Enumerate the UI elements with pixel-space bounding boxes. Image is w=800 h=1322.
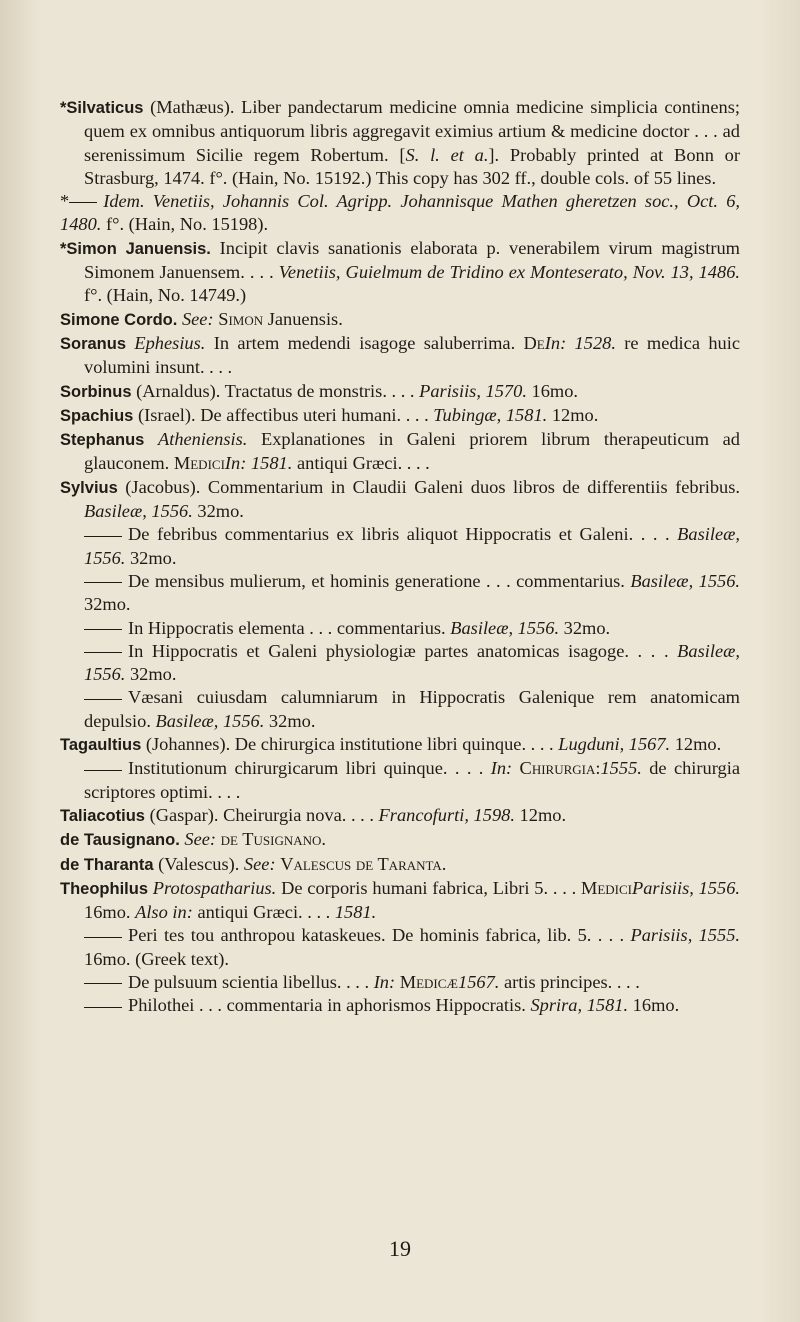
italic-text: 1567. <box>458 971 500 992</box>
catalog-entry <box>60 877 740 925</box>
catalog-entry <box>60 804 740 828</box>
entry-text: In Hippocratis et Galeni physiologiæ partes anatomicas isagoge. . . . <box>128 640 678 661</box>
catalog-subentry <box>60 523 740 570</box>
entry-heading: Sorbinus <box>60 382 132 401</box>
entry-text: antiqui Græci. . . . <box>197 902 335 923</box>
entry-text <box>144 429 158 449</box>
entry-text: Philothei . . . commentaria in aphorismos Hippocratis. <box>128 995 531 1016</box>
italic-text: Parisiis, 1556. <box>632 877 740 898</box>
entry-text: Explanationes in Galeni priorem librum therapeuticum ad glauconem. <box>84 429 740 474</box>
entry-text: De corporis humani fabrica, Libri 5. . . . <box>276 877 581 898</box>
catalog-subentry <box>60 617 740 640</box>
ditto-dash <box>84 937 122 938</box>
entry-text: (Johannes). De chirurgica institutione libri quinque. . . . <box>141 734 559 755</box>
italic-text: Lugduni, 1567. <box>558 734 671 755</box>
catalog-entry <box>60 828 740 852</box>
entry-text: (Israel). De affectibus uteri humani. . . . <box>133 404 434 425</box>
entry-heading: Taliacotius <box>60 806 145 825</box>
italic-text: Basileæ, 1556. <box>84 640 740 685</box>
italic-text: Basileæ, 1556. <box>84 524 740 568</box>
italic-text: Venetiis, Guielmum de Tridino ex Monteserato, Nov. 13, 1486. <box>278 262 740 283</box>
entry-heading: Spachius <box>60 406 134 425</box>
entry-text: 32mo. <box>125 547 177 568</box>
entry-text: In artem medendi isagoge saluberrima. <box>205 332 524 353</box>
small-caps-ref: Simon <box>218 308 264 329</box>
italic-text: Ephesius. <box>134 332 206 353</box>
catalog-entry <box>60 308 740 332</box>
ditto-dash <box>84 536 122 537</box>
entry-text: De pulsuum scientia libellus. . . . <box>128 971 374 992</box>
entry-text: ]. Probably printed at Bonn or Strasburg, 1474. f°. (Hain, No. 15192.) This copy has 302 ff., double cols. of 55 lines. <box>84 144 741 188</box>
ditto-dash <box>84 770 122 771</box>
catalog-subentry <box>60 640 740 687</box>
catalog-subentry <box>60 994 740 1017</box>
italic-text: See: <box>181 308 214 329</box>
entry-heading: Theophilus <box>60 879 148 898</box>
catalog-subentry <box>60 757 740 804</box>
catalog-entry <box>60 428 740 476</box>
ditto-dash <box>84 629 122 630</box>
catalog-entry <box>60 332 740 380</box>
italic-text: Also in: <box>135 902 193 923</box>
entry-text <box>512 758 519 778</box>
small-caps-ref: Valescus de Taranta. <box>280 853 447 874</box>
entry-text: (Valescus). <box>153 853 244 874</box>
entry-text: Incipit clavis sanationis elaborata p. venerabilem virum magistrum Simonem Januensem. . . . <box>84 237 740 283</box>
ditto-dash <box>84 652 122 653</box>
entry-text: Peri tes tou anthropou kataskeues. De hominis fabrica, lib. 5. . . . <box>128 925 631 946</box>
entry-text: f°. (Hain, No. 15198). <box>101 214 269 235</box>
entry-text: f°. (Hain, No. 14749.) <box>84 285 247 306</box>
entry-heading: *Simon Januensis. <box>60 239 211 258</box>
italic-text: 1555. <box>600 758 642 779</box>
ditto-dash <box>84 699 122 700</box>
catalog-subentry <box>60 570 740 617</box>
catalog-entry <box>60 476 740 524</box>
entry-text: 12mo. <box>670 734 722 755</box>
entry-text: (Mathæus). Liber pandectarum medicine omnia medicine simplicia continens; quem ex omnibus antiquorum libris aggregavit eximius artium & medicine doctor . . . ad serenissimum Sicilie regem Robertum. [ <box>84 97 740 165</box>
entry-text: 16mo. <box>526 380 579 401</box>
italic-text: Protospatharius. <box>152 877 277 898</box>
ditto-dash <box>84 582 122 583</box>
entry-text: Institutionum chirurgicarum libri quinque. . . . <box>128 758 491 779</box>
entry-heading: *Silvaticus <box>60 99 144 117</box>
entry-heading: Tagaultius <box>60 736 142 755</box>
entry-text: 12mo. <box>514 804 567 825</box>
entry-heading: Stephanus <box>60 431 145 450</box>
italic-text: Parisiis, 1570. <box>419 380 527 401</box>
italic-text: Atheniensis. <box>157 429 248 450</box>
italic-text: In: <box>490 758 513 779</box>
entry-text: 32mo. <box>264 710 316 731</box>
entry-text: In Hippocratis elementa . . . commentarius. <box>128 617 451 638</box>
italic-text: See: <box>184 829 217 850</box>
italic-text: Basileæ, 1556. <box>630 570 740 591</box>
entry-text: Januensis. <box>263 308 343 329</box>
catalog-subentry <box>60 686 740 733</box>
catalog-entry <box>60 853 740 877</box>
italic-text: Parisiis, 1555. <box>630 925 740 946</box>
entry-text: (Arnaldus). Tractatus de monstris. . . . <box>131 380 420 401</box>
small-caps-ref: De <box>523 332 545 353</box>
entry-text: 12mo. <box>547 404 599 425</box>
small-caps-ref: Medicæ <box>399 971 458 992</box>
entry-text <box>566 333 574 353</box>
ditto-dash <box>84 1007 122 1008</box>
entry-text: De mensibus mulierum, et hominis generatione . . . commentarius. <box>128 570 631 591</box>
italic-text: Basileæ, 1556. <box>84 501 193 522</box>
entry-text: (Jacobus). Commentarium in Claudii Galeni duos libros de differentiis febribus. <box>117 476 740 497</box>
asterisk: * <box>60 191 70 212</box>
entry-list <box>60 96 740 1018</box>
entry-heading: de Tharanta <box>60 855 154 874</box>
entry-text: 16mo. <box>628 995 680 1016</box>
entry-heading: de Tausignano. <box>60 831 180 850</box>
italic-text: In: <box>373 971 396 992</box>
italic-text: Sprira, 1581. <box>530 995 629 1016</box>
entry-text: re medica huic volumini insunt. . . . <box>84 332 740 378</box>
entry-text: antiqui Græci. . . . <box>292 453 430 474</box>
entry-text: artis principes. . . . <box>499 971 640 992</box>
catalog-entry <box>60 96 740 190</box>
entry-text: 16mo. (Greek text). <box>84 948 230 969</box>
italic-text: 1581. <box>334 902 377 923</box>
page-number: 19 <box>389 1236 411 1261</box>
ditto-dash <box>69 202 97 203</box>
italic-text: See: <box>243 853 276 874</box>
entry-text: 16mo. <box>84 902 136 923</box>
italic-text: 1528. <box>574 332 616 353</box>
italic-text: Basileæ, 1556. <box>450 617 560 638</box>
italic-text: S. l. et a. <box>405 144 489 165</box>
entry-text: De febribus commentarius ex libris aliquot Hippocratis et Galeni. . . . <box>128 524 678 545</box>
italic-text: Idem. Venetiis, Johannis Col. Agripp. Johannisque Mathen gheretzen soc., Oct. 6, 1480. <box>60 191 740 235</box>
catalog-entry <box>60 404 740 428</box>
italic-text: Tubingæ, 1581. <box>433 404 548 425</box>
catalog-entry <box>60 237 740 308</box>
entry-heading: Simone Cordo. <box>60 310 178 329</box>
catalog-entry <box>60 380 740 404</box>
catalog-subentry <box>60 971 740 994</box>
entry-text: 32mo. <box>125 664 177 685</box>
italic-text: In: <box>224 453 247 474</box>
small-caps-ref: de Tusignano. <box>220 829 326 850</box>
italic-text: Francofurti, 1598. <box>378 804 515 825</box>
entry-text: 32mo. <box>559 617 611 638</box>
entry-heading: Soranus <box>60 334 127 353</box>
catalog-subentry <box>60 924 740 971</box>
small-caps-ref: Medici <box>580 877 632 898</box>
entry-text: 32mo. <box>192 501 244 522</box>
small-caps-ref: Chirurgia: <box>519 758 601 779</box>
entry-text: Væsani cuiusdam calumniarum in Hippocratis Galenique rem anatomicam depulsio. <box>84 687 740 731</box>
catalog-entry <box>60 733 740 757</box>
ditto-dash <box>84 983 122 984</box>
catalog-subentry <box>60 190 740 237</box>
entry-text: (Gaspar). Cheirurgia nova. . . . <box>144 804 379 825</box>
entry-text: de chirurgia scriptores optimi. . . . <box>84 758 740 802</box>
italic-text: Basileæ, 1556. <box>155 710 265 731</box>
entry-text: 32mo. <box>84 594 131 615</box>
italic-text: 1581. <box>250 453 293 474</box>
small-caps-ref: Medici <box>173 453 225 474</box>
italic-text: In: <box>544 332 567 353</box>
entry-heading: Sylvius <box>60 478 118 497</box>
